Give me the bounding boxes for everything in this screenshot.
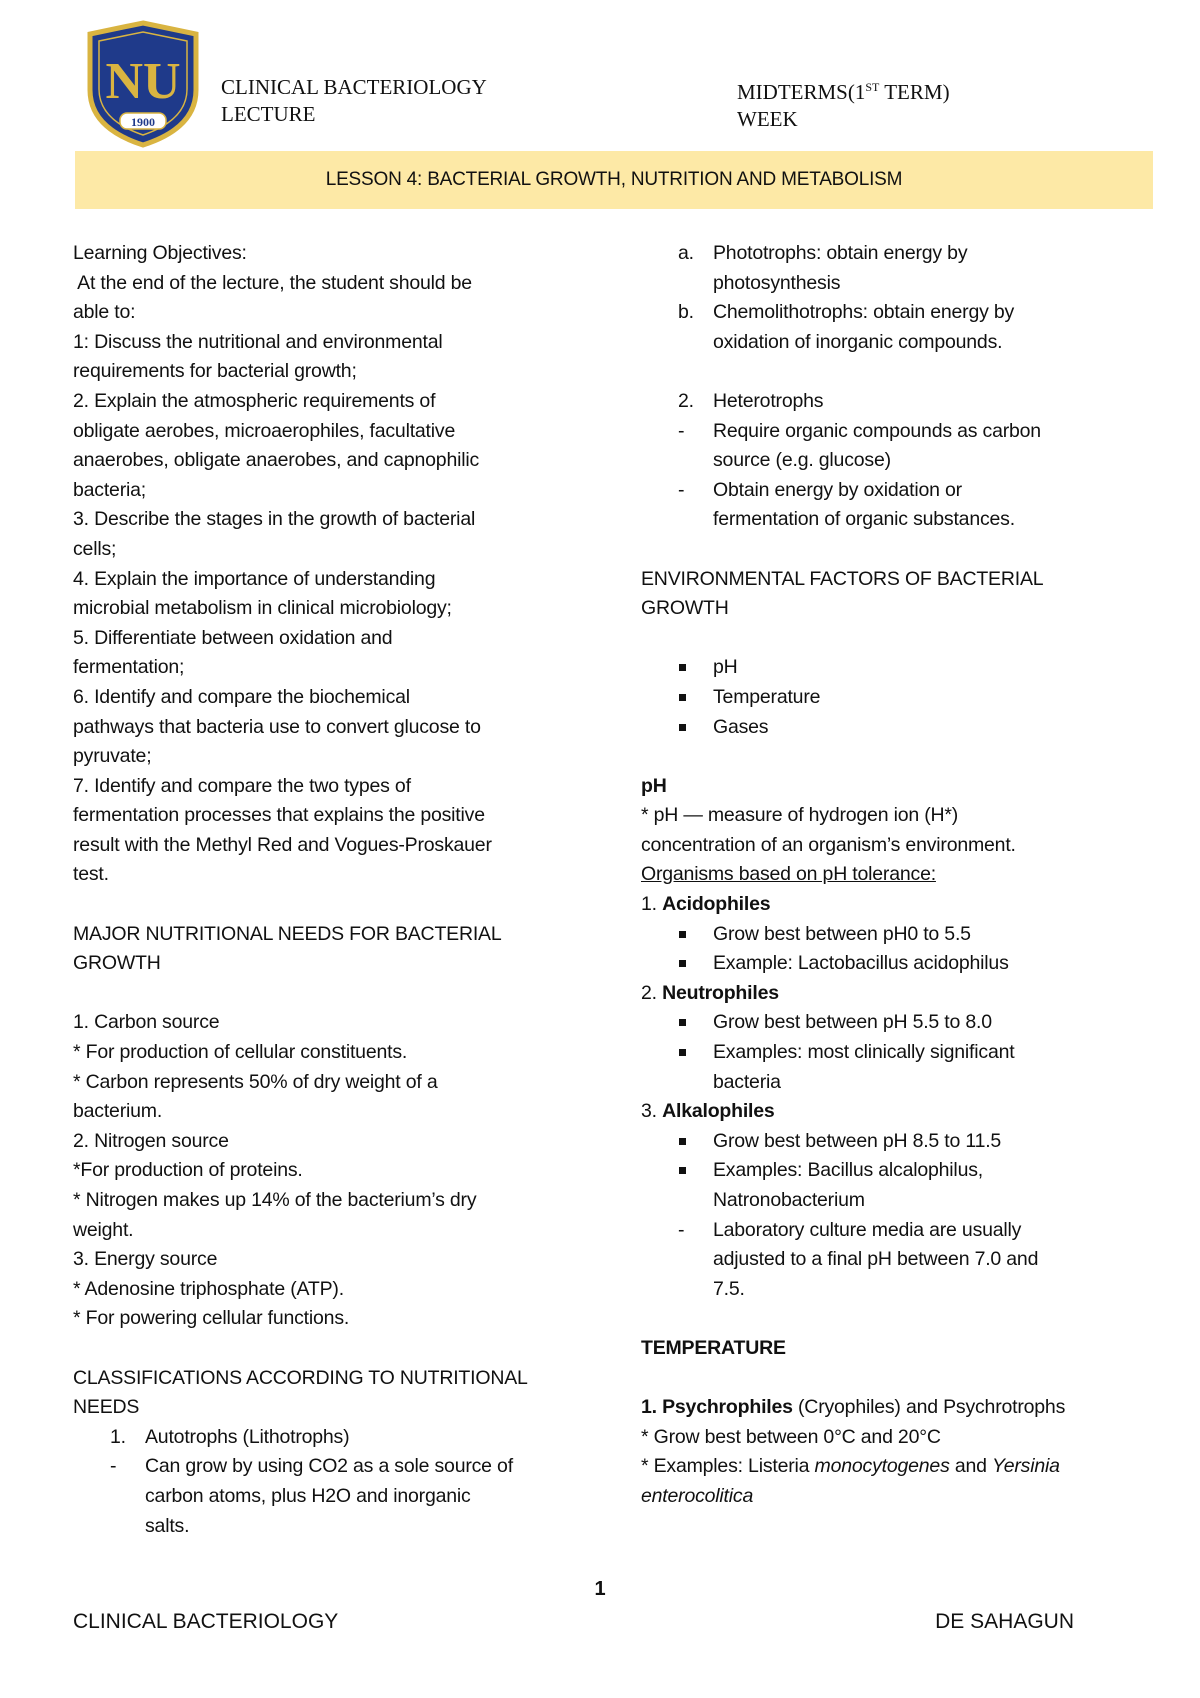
alkalophiles-name: Alkalophiles (662, 1100, 775, 1123)
square-bullet-icon (679, 1019, 686, 1026)
objective-3-line: cells; (73, 537, 117, 560)
env-factor-label: Gases (713, 715, 769, 738)
heterotrophs-point-line: Require organic compounds as carbon (713, 419, 1041, 442)
env-factor (641, 683, 1151, 713)
objectives-title: Learning Objectives: (73, 242, 247, 264)
nutritional-line: * Adenosine triphosphate (ATP). (73, 1277, 344, 1300)
objective-1-line: requirements for bacterial growth; (73, 360, 357, 383)
env-heading: GROWTH (641, 597, 729, 620)
nutritional-line: 3. Energy source (73, 1248, 218, 1271)
spacer (641, 742, 1151, 772)
autotrophs-desc-line: salts. (145, 1514, 190, 1537)
term-prefix: MIDTERMS(1 (737, 80, 866, 104)
ex-mid: and (949, 1455, 992, 1478)
heterotrophs-marker: 2. (678, 389, 694, 412)
spacer (73, 1334, 593, 1364)
heterotrophs-label: Heterotrophs (713, 389, 824, 412)
autotrophs-item (73, 1423, 593, 1453)
psychro-num: 1. (641, 1396, 663, 1419)
square-bullet-icon (679, 1049, 686, 1056)
objective-6-line: 6. Identify and compare the biochemical (73, 685, 410, 708)
heterotrophs-point-line: Obtain energy by oxidation or (713, 478, 962, 501)
nutritional-heading: GROWTH (73, 952, 161, 975)
logo-letters: NU (105, 53, 181, 110)
ph-definition: * pH — measure of hydrogen ion (H*) (641, 804, 959, 827)
neutrophiles-name: Neutrophiles (662, 981, 779, 1004)
acidophiles-bullet (641, 949, 1151, 979)
course-line-1: CLINICAL BACTERIOLOGY (221, 75, 487, 99)
heterotrophs-item (641, 387, 1151, 417)
autotrophs-desc (73, 1452, 593, 1541)
objective-1-line: 1: Discuss the nutritional and environmental (73, 330, 443, 353)
phototrophs-line: photosynthesis (713, 271, 841, 294)
alkalophiles-bullet (641, 1127, 1151, 1157)
ex-prefix: * Examples: Listeria (641, 1455, 815, 1478)
acidophiles-name: Acidophiles (662, 893, 771, 916)
note-line: Laboratory culture media are usually (713, 1218, 1022, 1241)
psychro-rest: (Cryophiles) and Psychrotrophs (792, 1396, 1066, 1419)
bullet-line: Grow best between pH0 to 5.5 (713, 922, 971, 945)
nutritional-line: 2. Nitrogen source (73, 1129, 229, 1152)
neutrophiles-num: 2. (641, 981, 663, 1004)
ex-species: monocytogenes (814, 1455, 950, 1478)
left-column (73, 239, 593, 1541)
autotrophs-marker: 1. (110, 1425, 126, 1448)
bullet-line: Examples: most clinically significant (713, 1041, 1015, 1064)
env-factor-label: pH (713, 656, 738, 679)
objective-7-line: fermentation processes that explains the positive (73, 804, 485, 827)
right-column (641, 239, 1151, 1512)
psychro-range: * Grow best between 0°C and 20°C (641, 1425, 941, 1448)
heterotrophs-point-line: source (e.g. glucose) (713, 449, 891, 472)
chemolithotrophs-item (641, 298, 1151, 357)
term-info (737, 74, 950, 133)
objective-3-line: 3. Describe the stages in the growth of bacterial (73, 508, 476, 531)
autotrophs-label: Autotrophs (Lithotrophs) (145, 1425, 350, 1448)
week-line: WEEK (737, 107, 798, 131)
spacer (73, 890, 593, 920)
list-marker: a. (678, 242, 694, 264)
page-number: 1 (594, 1578, 606, 1600)
alkalophiles-num: 3. (641, 1100, 663, 1123)
nutritional-line: weight. (73, 1218, 134, 1241)
square-bullet-icon (679, 694, 686, 701)
term-superscript: ST (865, 80, 880, 94)
acidophiles-title (641, 890, 1151, 920)
bullet-line: Natronobacterium (713, 1189, 865, 1211)
spacer (641, 357, 1151, 387)
nutritional-line: * Carbon represents 50% of dry weight of a (73, 1070, 438, 1093)
footer-right: DE SAHAGUN (935, 1610, 1074, 1633)
objective-7-line: result with the Methyl Red and Vogues-Proskauer (73, 833, 492, 856)
alkalophiles-title (641, 1097, 1151, 1127)
env-heading: ENVIRONMENTAL FACTORS OF BACTERIAL (641, 567, 1044, 590)
ex-species-2: enterocolitica (641, 1484, 754, 1507)
phototrophs-item (641, 239, 1151, 298)
square-bullet-icon (679, 724, 686, 731)
objective-2-line: obligate aerobes, microaerophiles, facultative (73, 419, 456, 442)
bullet-line: Grow best between pH 8.5 to 11.5 (713, 1129, 1002, 1152)
spacer (641, 1364, 1151, 1394)
classification-heading: NEEDS (73, 1396, 140, 1419)
nutritional-line: * Nitrogen makes up 14% of the bacterium’s dry (73, 1189, 477, 1211)
heterotrophs-point (641, 417, 1151, 476)
neutrophiles-bullet (641, 1038, 1151, 1097)
chemolithotrophs-line: Chemolithotrophs: obtain energy by (713, 301, 1015, 324)
neutrophiles-title (641, 979, 1151, 1009)
bullet-line: Example: Lactobacillus acidophilus (713, 952, 1009, 975)
bullet-line: Examples: Bacillus alcalophilus, (713, 1159, 983, 1182)
spacer (641, 624, 1151, 654)
objectives-intro-2: able to: (73, 301, 136, 324)
spacer (641, 1304, 1151, 1334)
objective-6-line: pathways that bacteria use to convert glucose to (73, 715, 481, 738)
list-marker: b. (678, 301, 694, 324)
note-line: adjusted to a final pH between 7.0 and (713, 1248, 1039, 1271)
bullet-line: Grow best between pH 5.5 to 8.0 (713, 1011, 992, 1034)
psychro-examples (641, 1452, 1151, 1482)
spacer (73, 979, 593, 1009)
classification-heading: CLASSIFICATIONS ACCORDING TO NUTRITIONAL (73, 1366, 528, 1389)
env-factor (641, 653, 1151, 683)
bullet-line: bacteria (713, 1070, 781, 1093)
square-bullet-icon (679, 1138, 686, 1145)
env-factor (641, 713, 1151, 743)
nutritional-line: *For production of proteins. (73, 1159, 303, 1182)
autotrophs-desc-line: carbon atoms, plus H2O and inorganic (145, 1484, 471, 1507)
spacer (641, 535, 1151, 565)
objective-5-line: fermentation; (73, 656, 185, 679)
env-factor-label: Temperature (713, 685, 821, 708)
objective-4-line: microbial metabolism in clinical microbiology; (73, 597, 452, 620)
alkalophiles-bullet (641, 1156, 1151, 1215)
ex-genus: Yersinia (992, 1455, 1060, 1478)
autotrophs-desc-line: Can grow by using CO2 as a sole source of (145, 1455, 513, 1478)
square-bullet-icon (679, 1167, 686, 1174)
course-line-2: LECTURE (221, 102, 316, 126)
dash-marker: - (678, 1218, 685, 1241)
footer-left: CLINICAL BACTERIOLOGY (73, 1610, 339, 1633)
square-bullet-icon (679, 960, 686, 967)
nutritional-line: bacterium. (73, 1100, 163, 1123)
nutritional-line: 1. Carbon source (73, 1011, 220, 1034)
square-bullet-icon (679, 931, 686, 938)
dash-marker: - (110, 1455, 117, 1478)
course-title (221, 74, 487, 128)
university-crest-logo (86, 20, 200, 148)
objective-2-line: anaerobes, obligate anaerobes, and capnophilic (73, 449, 480, 472)
neutrophiles-bullet (641, 1008, 1151, 1038)
objective-7-line: 7. Identify and compare the two types of (73, 774, 411, 797)
psychro-name: Psychrophiles (662, 1396, 793, 1419)
objective-2-line: 2. Explain the atmospheric requirements of (73, 389, 436, 412)
logo-year: 1900 (131, 115, 155, 129)
nutritional-heading: MAJOR NUTRITIONAL NEEDS FOR BACTERIAL (73, 922, 502, 945)
lesson-title: LESSON 4: BACTERIAL GROWTH, NUTRITION AND METABOLISM (325, 169, 903, 190)
objectives-intro-1: At the end of the lecture, the student should be (73, 271, 472, 294)
temperature-heading: TEMPERATURE (641, 1336, 786, 1359)
term-suffix: TERM) (879, 80, 950, 104)
nutritional-line: * For production of cellular constituents. (73, 1041, 408, 1064)
heterotrophs-point-line: fermentation of organic substances. (713, 508, 1015, 531)
lesson-banner (75, 151, 1153, 209)
note-line: 7.5. (713, 1277, 745, 1300)
objective-7-line: test. (73, 863, 109, 886)
objective-5-line: 5. Differentiate between oxidation and (73, 626, 393, 649)
dash-marker: - (678, 478, 685, 501)
psychrophiles-title (641, 1393, 1151, 1423)
acidophiles-num: 1. (641, 893, 663, 916)
nutritional-line: * For powering cellular functions. (73, 1307, 350, 1330)
objective-6-line: pyruvate; (73, 745, 152, 768)
ph-tolerance-heading: Organisms based on pH tolerance: (641, 863, 936, 886)
dash-marker: - (678, 419, 685, 442)
alkalophiles-note (641, 1216, 1151, 1305)
term-line (737, 74, 950, 106)
heterotrophs-point (641, 476, 1151, 535)
objective-4-line: 4. Explain the importance of understanding (73, 567, 436, 590)
chemolithotrophs-line: oxidation of inorganic compounds. (713, 330, 1003, 353)
ph-heading: pH (641, 774, 667, 797)
phototrophs-line: Phototrophs: obtain energy by (713, 242, 968, 264)
ph-definition: concentration of an organism’s environment. (641, 833, 1016, 856)
objective-2-line: bacteria; (73, 478, 146, 501)
square-bullet-icon (679, 664, 686, 671)
acidophiles-bullet (641, 920, 1151, 950)
